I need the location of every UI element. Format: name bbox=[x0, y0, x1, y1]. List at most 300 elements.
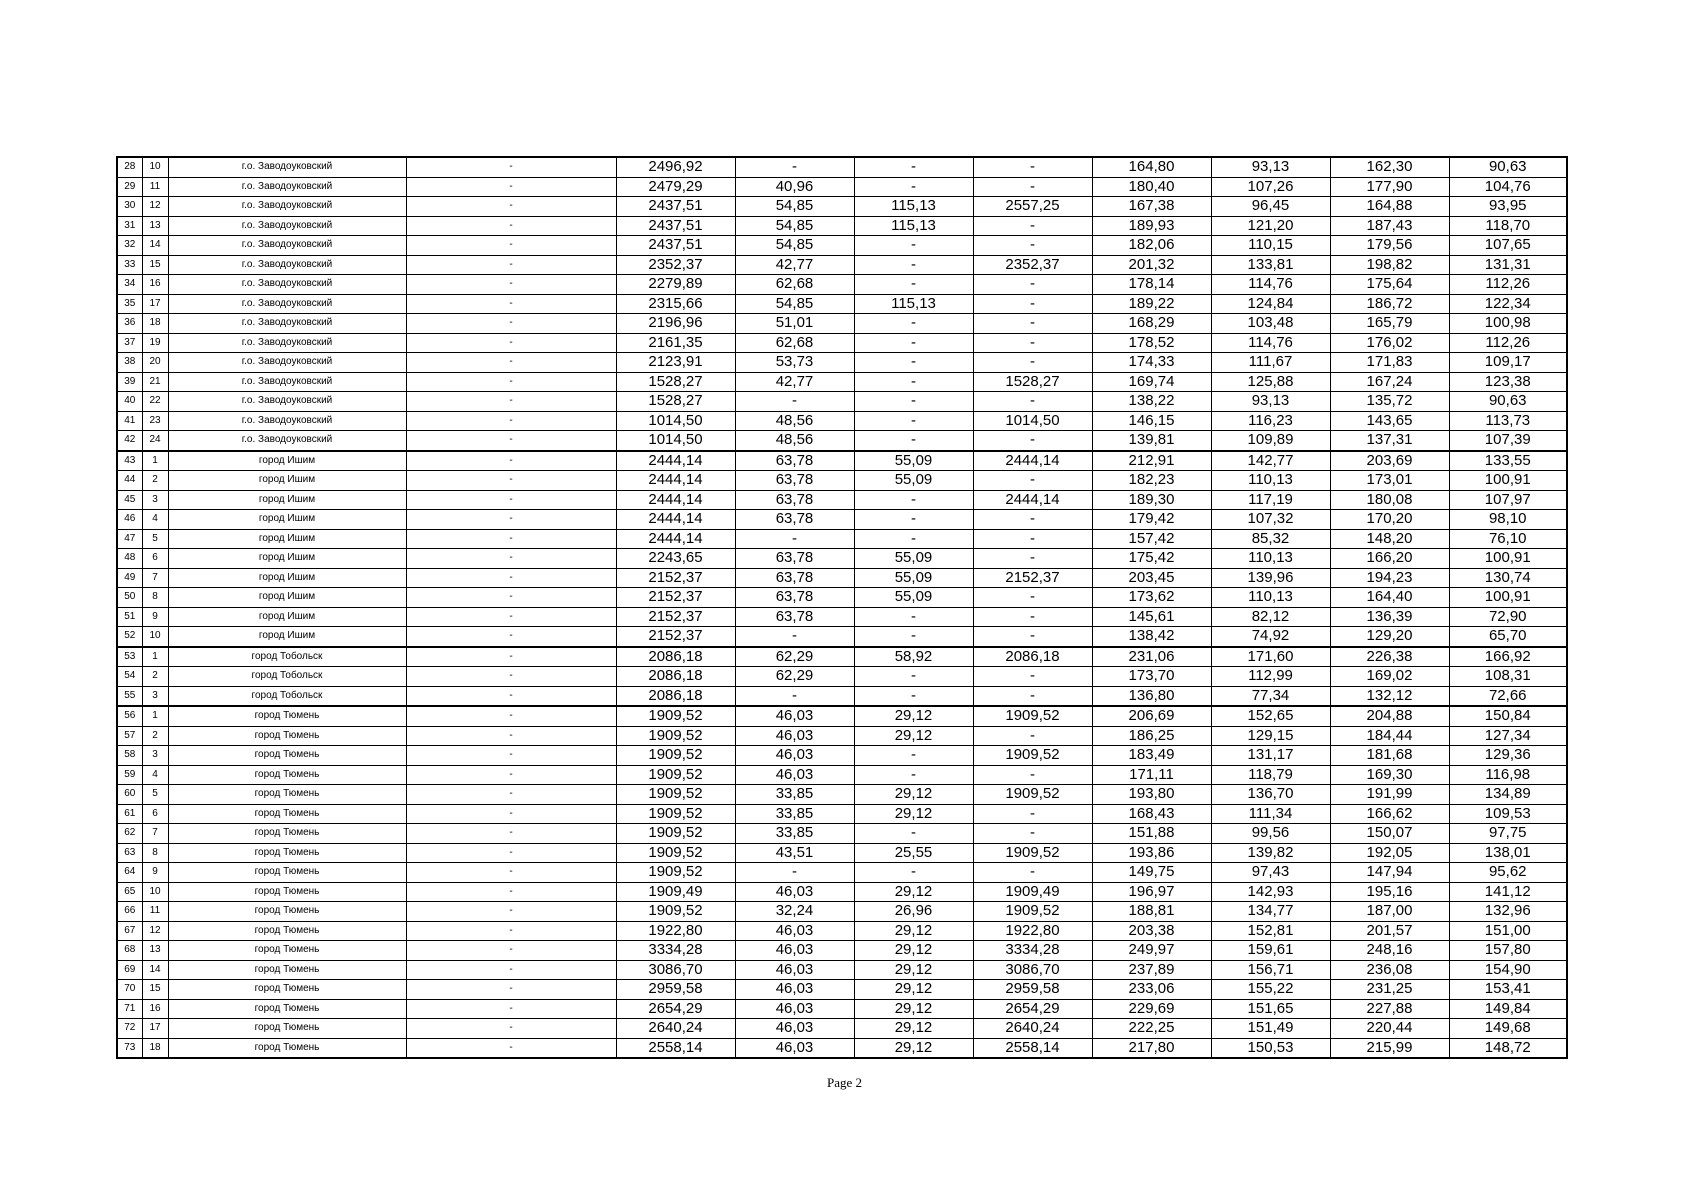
table-row bbox=[117, 804, 1567, 824]
value-cell: 2437,51 bbox=[616, 216, 735, 236]
value-cell: 43,51 bbox=[735, 843, 854, 863]
value-cell: - bbox=[735, 157, 854, 177]
value-cell: - bbox=[854, 275, 973, 295]
municipality-cell: г.о. Заводоуковский bbox=[168, 275, 406, 295]
value-cell: 1909,52 bbox=[616, 863, 735, 883]
value-cell: 46,03 bbox=[735, 960, 854, 980]
value-cell: 46,03 bbox=[735, 1038, 854, 1058]
row-number-cell: 73 bbox=[117, 1038, 142, 1058]
value-cell: 155,22 bbox=[1211, 980, 1330, 1000]
value-cell: 123,38 bbox=[1449, 372, 1567, 392]
dash-cell: - bbox=[406, 333, 616, 353]
dash-cell: - bbox=[406, 960, 616, 980]
value-cell: - bbox=[973, 627, 1092, 647]
group-index-cell: 5 bbox=[142, 529, 168, 549]
value-cell: 33,85 bbox=[735, 785, 854, 805]
value-cell: - bbox=[854, 236, 973, 256]
value-cell: 29,12 bbox=[854, 921, 973, 941]
value-cell: 48,56 bbox=[735, 411, 854, 431]
value-cell: 231,06 bbox=[1092, 647, 1211, 667]
value-cell: 173,70 bbox=[1092, 667, 1211, 687]
value-cell: 133,81 bbox=[1211, 255, 1330, 275]
municipality-cell: город Тюмень bbox=[168, 1038, 406, 1058]
value-cell: 46,03 bbox=[735, 941, 854, 961]
row-number-cell: 52 bbox=[117, 627, 142, 647]
value-cell: 29,12 bbox=[854, 960, 973, 980]
value-cell: 2444,14 bbox=[616, 510, 735, 530]
table-row bbox=[117, 471, 1567, 491]
municipality-cell: город Ишим bbox=[168, 529, 406, 549]
value-cell: 136,80 bbox=[1092, 686, 1211, 706]
value-cell: 63,78 bbox=[735, 510, 854, 530]
row-number-cell: 35 bbox=[117, 294, 142, 314]
value-cell: 29,12 bbox=[854, 804, 973, 824]
row-number-cell: 41 bbox=[117, 411, 142, 431]
table-row bbox=[117, 980, 1567, 1000]
municipality-cell: город Ишим bbox=[168, 607, 406, 627]
group-index-cell: 7 bbox=[142, 568, 168, 588]
value-cell: 46,03 bbox=[735, 765, 854, 785]
value-cell: - bbox=[973, 510, 1092, 530]
value-cell: - bbox=[973, 726, 1092, 746]
value-cell: 165,79 bbox=[1330, 314, 1449, 334]
table-row bbox=[117, 197, 1567, 217]
dash-cell: - bbox=[406, 941, 616, 961]
value-cell: 2437,51 bbox=[616, 236, 735, 256]
municipality-cell: город Тюмень bbox=[168, 1019, 406, 1039]
municipality-cell: г.о. Заводоуковский bbox=[168, 431, 406, 451]
group-index-cell: 21 bbox=[142, 372, 168, 392]
value-cell: 85,32 bbox=[1211, 529, 1330, 549]
dash-cell: - bbox=[406, 1019, 616, 1039]
value-cell: 118,79 bbox=[1211, 765, 1330, 785]
value-cell: 46,03 bbox=[735, 882, 854, 902]
value-cell: 194,23 bbox=[1330, 568, 1449, 588]
group-index-cell: 2 bbox=[142, 471, 168, 491]
value-cell: 150,53 bbox=[1211, 1038, 1330, 1058]
value-cell: - bbox=[973, 765, 1092, 785]
row-number-cell: 62 bbox=[117, 824, 142, 844]
value-cell: 54,85 bbox=[735, 216, 854, 236]
value-cell: 29,12 bbox=[854, 1019, 973, 1039]
value-cell: 1909,52 bbox=[616, 726, 735, 746]
value-cell: - bbox=[735, 392, 854, 412]
municipality-cell: город Тобольск bbox=[168, 647, 406, 667]
group-index-cell: 15 bbox=[142, 255, 168, 275]
group-index-cell: 18 bbox=[142, 314, 168, 334]
value-cell: 2161,35 bbox=[616, 333, 735, 353]
value-cell: 2557,25 bbox=[973, 197, 1092, 217]
value-cell: 129,20 bbox=[1330, 627, 1449, 647]
value-cell: 46,03 bbox=[735, 1019, 854, 1039]
value-cell: 149,84 bbox=[1449, 999, 1567, 1019]
dash-cell: - bbox=[406, 411, 616, 431]
table-body bbox=[117, 157, 1567, 1058]
dash-cell: - bbox=[406, 275, 616, 295]
value-cell: 2496,92 bbox=[616, 157, 735, 177]
municipality-cell: город Тюмень bbox=[168, 785, 406, 805]
value-cell: 142,93 bbox=[1211, 882, 1330, 902]
group-index-cell: 1 bbox=[142, 706, 168, 726]
row-number-cell: 38 bbox=[117, 353, 142, 373]
dash-cell: - bbox=[406, 157, 616, 177]
value-cell: - bbox=[973, 529, 1092, 549]
value-cell: 186,25 bbox=[1092, 726, 1211, 746]
value-cell: 29,12 bbox=[854, 785, 973, 805]
value-cell: 110,15 bbox=[1211, 236, 1330, 256]
row-number-cell: 43 bbox=[117, 451, 142, 471]
value-cell: 175,64 bbox=[1330, 275, 1449, 295]
row-number-cell: 32 bbox=[117, 236, 142, 256]
value-cell: 63,78 bbox=[735, 607, 854, 627]
value-cell: 2243,65 bbox=[616, 549, 735, 569]
dash-cell: - bbox=[406, 843, 616, 863]
value-cell: 132,12 bbox=[1330, 686, 1449, 706]
value-cell: 152,65 bbox=[1211, 706, 1330, 726]
value-cell: 231,25 bbox=[1330, 980, 1449, 1000]
value-cell: 29,12 bbox=[854, 999, 973, 1019]
value-cell: 193,80 bbox=[1092, 785, 1211, 805]
value-cell: 112,26 bbox=[1449, 333, 1567, 353]
value-cell: 1528,27 bbox=[616, 392, 735, 412]
value-cell: 196,97 bbox=[1092, 882, 1211, 902]
value-cell: 157,42 bbox=[1092, 529, 1211, 549]
dash-cell: - bbox=[406, 902, 616, 922]
group-index-cell: 6 bbox=[142, 549, 168, 569]
dash-cell: - bbox=[406, 785, 616, 805]
table-row bbox=[117, 411, 1567, 431]
municipality-cell: г.о. Заводоуковский bbox=[168, 157, 406, 177]
value-cell: 1909,49 bbox=[616, 882, 735, 902]
municipality-cell: город Тюмень bbox=[168, 882, 406, 902]
dash-cell: - bbox=[406, 824, 616, 844]
row-number-cell: 46 bbox=[117, 510, 142, 530]
value-cell: 63,78 bbox=[735, 549, 854, 569]
municipality-cell: г.о. Заводоуковский bbox=[168, 294, 406, 314]
group-index-cell: 13 bbox=[142, 941, 168, 961]
value-cell: 169,74 bbox=[1092, 372, 1211, 392]
value-cell: 166,92 bbox=[1449, 647, 1567, 667]
row-number-cell: 72 bbox=[117, 1019, 142, 1039]
value-cell: 178,14 bbox=[1092, 275, 1211, 295]
row-number-cell: 50 bbox=[117, 588, 142, 608]
value-cell: 148,72 bbox=[1449, 1038, 1567, 1058]
municipality-cell: г.о. Заводоуковский bbox=[168, 197, 406, 217]
value-cell: 54,85 bbox=[735, 197, 854, 217]
value-cell: 29,12 bbox=[854, 882, 973, 902]
value-cell: 116,98 bbox=[1449, 765, 1567, 785]
municipality-cell: г.о. Заводоуковский bbox=[168, 216, 406, 236]
group-index-cell: 12 bbox=[142, 921, 168, 941]
municipality-cell: город Тюмень bbox=[168, 746, 406, 766]
row-number-cell: 58 bbox=[117, 746, 142, 766]
row-number-cell: 49 bbox=[117, 568, 142, 588]
value-cell: 1014,50 bbox=[616, 431, 735, 451]
value-cell: 136,39 bbox=[1330, 607, 1449, 627]
value-cell: 51,01 bbox=[735, 314, 854, 334]
group-index-cell: 1 bbox=[142, 451, 168, 471]
value-cell: 203,45 bbox=[1092, 568, 1211, 588]
value-cell: 180,40 bbox=[1092, 177, 1211, 197]
dash-cell: - bbox=[406, 216, 616, 236]
value-cell: 195,16 bbox=[1330, 882, 1449, 902]
value-cell: 33,85 bbox=[735, 824, 854, 844]
value-cell: - bbox=[854, 824, 973, 844]
municipality-cell: город Тюмень bbox=[168, 726, 406, 746]
value-cell: 100,91 bbox=[1449, 471, 1567, 491]
value-cell: - bbox=[973, 863, 1092, 883]
value-cell: 112,99 bbox=[1211, 667, 1330, 687]
value-cell: - bbox=[973, 177, 1092, 197]
value-cell: - bbox=[973, 333, 1092, 353]
group-index-cell: 14 bbox=[142, 960, 168, 980]
value-cell: 2086,18 bbox=[616, 647, 735, 667]
value-cell: 233,06 bbox=[1092, 980, 1211, 1000]
row-number-cell: 37 bbox=[117, 333, 142, 353]
value-cell: - bbox=[854, 746, 973, 766]
row-number-cell: 70 bbox=[117, 980, 142, 1000]
value-cell: 169,30 bbox=[1330, 765, 1449, 785]
row-number-cell: 69 bbox=[117, 960, 142, 980]
value-cell: 29,12 bbox=[854, 980, 973, 1000]
value-cell: 111,67 bbox=[1211, 353, 1330, 373]
dash-cell: - bbox=[406, 353, 616, 373]
value-cell: - bbox=[973, 824, 1092, 844]
value-cell: 107,26 bbox=[1211, 177, 1330, 197]
table-row bbox=[117, 510, 1567, 530]
value-cell: 97,43 bbox=[1211, 863, 1330, 883]
value-cell: 129,15 bbox=[1211, 726, 1330, 746]
table-row bbox=[117, 1038, 1567, 1058]
value-cell: 148,20 bbox=[1330, 529, 1449, 549]
group-index-cell: 15 bbox=[142, 980, 168, 1000]
value-cell: 107,97 bbox=[1449, 490, 1567, 510]
value-cell: 136,70 bbox=[1211, 785, 1330, 805]
group-index-cell: 6 bbox=[142, 804, 168, 824]
value-cell: 150,07 bbox=[1330, 824, 1449, 844]
municipality-cell: город Тюмень bbox=[168, 999, 406, 1019]
value-cell: 141,12 bbox=[1449, 882, 1567, 902]
value-cell: 25,55 bbox=[854, 843, 973, 863]
value-cell: 2352,37 bbox=[973, 255, 1092, 275]
value-cell: 62,68 bbox=[735, 333, 854, 353]
row-number-cell: 51 bbox=[117, 607, 142, 627]
dash-cell: - bbox=[406, 863, 616, 883]
value-cell: 2437,51 bbox=[616, 197, 735, 217]
group-index-cell: 23 bbox=[142, 411, 168, 431]
value-cell: 65,70 bbox=[1449, 627, 1567, 647]
value-cell: 229,69 bbox=[1092, 999, 1211, 1019]
value-cell: 96,45 bbox=[1211, 197, 1330, 217]
value-cell: 55,09 bbox=[854, 588, 973, 608]
value-cell: 93,13 bbox=[1211, 157, 1330, 177]
value-cell: - bbox=[854, 529, 973, 549]
value-cell: 122,34 bbox=[1449, 294, 1567, 314]
value-cell: - bbox=[735, 686, 854, 706]
value-cell: 109,89 bbox=[1211, 431, 1330, 451]
value-cell: 138,01 bbox=[1449, 843, 1567, 863]
dash-cell: - bbox=[406, 392, 616, 412]
value-cell: 118,70 bbox=[1449, 216, 1567, 236]
table-row bbox=[117, 941, 1567, 961]
table-row bbox=[117, 588, 1567, 608]
municipality-cell: город Тюмень bbox=[168, 804, 406, 824]
value-cell: 3334,28 bbox=[973, 941, 1092, 961]
value-cell: 131,17 bbox=[1211, 746, 1330, 766]
value-cell: 2152,37 bbox=[616, 588, 735, 608]
value-cell: 2152,37 bbox=[616, 568, 735, 588]
table-row bbox=[117, 960, 1567, 980]
value-cell: 2959,58 bbox=[973, 980, 1092, 1000]
value-cell: 99,56 bbox=[1211, 824, 1330, 844]
value-cell: 2152,37 bbox=[616, 627, 735, 647]
value-cell: 55,09 bbox=[854, 549, 973, 569]
dash-cell: - bbox=[406, 706, 616, 726]
row-number-cell: 40 bbox=[117, 392, 142, 412]
value-cell: 2654,29 bbox=[973, 999, 1092, 1019]
municipality-cell: город Тюмень bbox=[168, 843, 406, 863]
value-cell: 115,13 bbox=[854, 216, 973, 236]
table-row bbox=[117, 999, 1567, 1019]
value-cell: 1528,27 bbox=[973, 372, 1092, 392]
group-index-cell: 5 bbox=[142, 785, 168, 805]
municipality-cell: г.о. Заводоуковский bbox=[168, 353, 406, 373]
value-cell: 124,84 bbox=[1211, 294, 1330, 314]
table-row bbox=[117, 921, 1567, 941]
value-cell: 62,29 bbox=[735, 647, 854, 667]
value-cell: - bbox=[854, 392, 973, 412]
value-cell: - bbox=[973, 216, 1092, 236]
value-cell: 1909,52 bbox=[616, 746, 735, 766]
value-cell: - bbox=[854, 490, 973, 510]
value-cell: - bbox=[973, 667, 1092, 687]
value-cell: 168,29 bbox=[1092, 314, 1211, 334]
value-cell: - bbox=[973, 353, 1092, 373]
value-cell: 46,03 bbox=[735, 999, 854, 1019]
value-cell: 159,61 bbox=[1211, 941, 1330, 961]
group-index-cell: 9 bbox=[142, 863, 168, 883]
row-number-cell: 54 bbox=[117, 667, 142, 687]
municipality-cell: г.о. Заводоуковский bbox=[168, 392, 406, 412]
value-cell: - bbox=[854, 314, 973, 334]
dash-cell: - bbox=[406, 177, 616, 197]
value-cell: 72,66 bbox=[1449, 686, 1567, 706]
value-cell: - bbox=[973, 549, 1092, 569]
value-cell: 164,40 bbox=[1330, 588, 1449, 608]
value-cell: 186,72 bbox=[1330, 294, 1449, 314]
dash-cell: - bbox=[406, 197, 616, 217]
value-cell: - bbox=[973, 314, 1092, 334]
value-cell: - bbox=[973, 294, 1092, 314]
table-row bbox=[117, 667, 1567, 687]
value-cell: 177,90 bbox=[1330, 177, 1449, 197]
group-index-cell: 24 bbox=[142, 431, 168, 451]
value-cell: 201,57 bbox=[1330, 921, 1449, 941]
value-cell: 189,93 bbox=[1092, 216, 1211, 236]
value-cell: 62,68 bbox=[735, 275, 854, 295]
value-cell: 62,29 bbox=[735, 667, 854, 687]
value-cell: 206,69 bbox=[1092, 706, 1211, 726]
value-cell: 33,85 bbox=[735, 804, 854, 824]
row-number-cell: 57 bbox=[117, 726, 142, 746]
value-cell: 151,49 bbox=[1211, 1019, 1330, 1039]
municipality-cell: город Тюмень bbox=[168, 824, 406, 844]
value-cell: 2444,14 bbox=[973, 490, 1092, 510]
group-index-cell: 16 bbox=[142, 275, 168, 295]
row-number-cell: 45 bbox=[117, 490, 142, 510]
value-cell: - bbox=[735, 627, 854, 647]
value-cell: 150,84 bbox=[1449, 706, 1567, 726]
group-index-cell: 9 bbox=[142, 607, 168, 627]
value-cell: - bbox=[854, 255, 973, 275]
value-cell: 3086,70 bbox=[973, 960, 1092, 980]
value-cell: 184,44 bbox=[1330, 726, 1449, 746]
value-cell: 97,75 bbox=[1449, 824, 1567, 844]
value-cell: - bbox=[854, 607, 973, 627]
value-cell: 182,06 bbox=[1092, 236, 1211, 256]
table-row bbox=[117, 275, 1567, 295]
table-row bbox=[117, 294, 1567, 314]
value-cell: 32,24 bbox=[735, 902, 854, 922]
dash-cell: - bbox=[406, 746, 616, 766]
value-cell: - bbox=[854, 667, 973, 687]
value-cell: 107,65 bbox=[1449, 236, 1567, 256]
value-cell: 29,12 bbox=[854, 1038, 973, 1058]
value-cell: 131,31 bbox=[1449, 255, 1567, 275]
value-cell: - bbox=[854, 627, 973, 647]
value-cell: 162,30 bbox=[1330, 157, 1449, 177]
municipality-cell: город Ишим bbox=[168, 451, 406, 471]
group-index-cell: 11 bbox=[142, 902, 168, 922]
value-cell: 1909,52 bbox=[616, 785, 735, 805]
value-cell: - bbox=[973, 275, 1092, 295]
value-cell: 55,09 bbox=[854, 471, 973, 491]
data-table bbox=[116, 156, 1568, 1059]
value-cell: 153,41 bbox=[1449, 980, 1567, 1000]
group-index-cell: 22 bbox=[142, 392, 168, 412]
value-cell: 103,48 bbox=[1211, 314, 1330, 334]
value-cell: - bbox=[973, 471, 1092, 491]
value-cell: 1922,80 bbox=[973, 921, 1092, 941]
value-cell: 2479,29 bbox=[616, 177, 735, 197]
group-index-cell: 11 bbox=[142, 177, 168, 197]
value-cell: 100,91 bbox=[1449, 549, 1567, 569]
value-cell: 63,78 bbox=[735, 490, 854, 510]
value-cell: 2558,14 bbox=[973, 1038, 1092, 1058]
value-cell: 63,78 bbox=[735, 451, 854, 471]
value-cell: 46,03 bbox=[735, 706, 854, 726]
municipality-cell: город Тюмень bbox=[168, 921, 406, 941]
group-index-cell: 20 bbox=[142, 353, 168, 373]
table-row bbox=[117, 726, 1567, 746]
dash-cell: - bbox=[406, 490, 616, 510]
dash-cell: - bbox=[406, 236, 616, 256]
value-cell: 180,08 bbox=[1330, 490, 1449, 510]
row-number-cell: 59 bbox=[117, 765, 142, 785]
dash-cell: - bbox=[406, 921, 616, 941]
value-cell: 151,88 bbox=[1092, 824, 1211, 844]
value-cell: 2444,14 bbox=[616, 471, 735, 491]
value-cell: 46,03 bbox=[735, 726, 854, 746]
value-cell: 77,34 bbox=[1211, 686, 1330, 706]
table-row bbox=[117, 765, 1567, 785]
value-cell: 179,56 bbox=[1330, 236, 1449, 256]
value-cell: - bbox=[854, 177, 973, 197]
dash-cell: - bbox=[406, 549, 616, 569]
row-number-cell: 36 bbox=[117, 314, 142, 334]
value-cell: 2086,18 bbox=[973, 647, 1092, 667]
municipality-cell: г.о. Заводоуковский bbox=[168, 255, 406, 275]
